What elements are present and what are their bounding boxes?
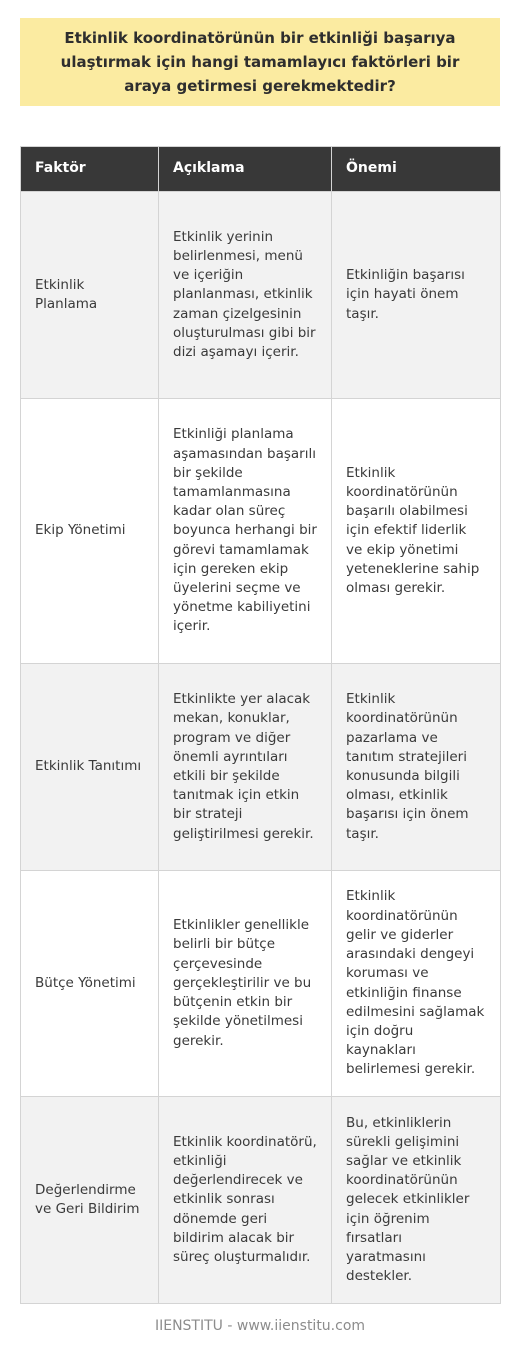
description-cell: Etkinlik koordinatörü, etkinliği değerlendirecek ve etkinlik sonrası dönemde geri bildirim alacak bir süreç oluşturmalıdır.	[159, 1097, 332, 1304]
factor-cell: Etkinlik Planlama	[21, 192, 159, 399]
header-importance: Önemi	[332, 147, 501, 192]
description-cell: Etkinliği planlama aşamasından başarılı bir şekilde tamamlanmasına kadar olan süreç boyunca herhangi bir görevi tamamlamak için gereken ekip üyelerini seçme ve yönetme kabiliyetini içerir.	[159, 399, 332, 664]
importance-cell: Bu, etkinliklerin sürekli gelişimini sağlar ve etkinlik koordinatörünün gelecek etkinlikler için öğrenim fırsatları yaratmasını destekler.	[332, 1097, 501, 1304]
factor-cell: Bütçe Yönetimi	[21, 871, 159, 1097]
table-row	[21, 399, 501, 664]
question-title: Etkinlik koordinatörünün bir etkinliği başarıya ulaştırmak için hangi tamamlayıcı faktörleri bir araya getirmesi gerekmektedir?	[60, 29, 460, 95]
footer-credit: IIENSTITU - www.iienstitu.com	[154, 1318, 366, 1334]
importance-cell: Etkinliğin başarısı için hayati önem taşır.	[332, 192, 501, 399]
description-cell: Etkinlikte yer alacak mekan, konuklar, program ve diğer önemli ayrıntıları etkili bir şekilde tanıtmak için etkin bir strateji geliştirilmesi gerekir.	[159, 664, 332, 871]
factor-cell: Değerlendirme ve Geri Bildirim	[21, 1097, 159, 1304]
description-cell: Etkinlik yerinin belirlenmesi, menü ve içeriğin planlanması, etkinlik zaman çizelgesinin oluşturulması gibi bir dizi aşamayı içerir.	[159, 192, 332, 399]
importance-cell: Etkinlik koordinatörünün gelir ve giderler arasındaki dengeyi koruması ve etkinliğin finanse edilmesini sağlamak için doğru kaynakları belirlemesi gerekir.	[332, 871, 501, 1097]
question-banner	[20, 18, 500, 106]
description-cell: Etkinlikler genellikle belirli bir bütçe çerçevesinde gerçekleştirilir ve bu bütçenin etkin bir şekilde yönetilmesi gerekir.	[159, 871, 332, 1097]
table-row	[21, 192, 501, 399]
header-factor: Faktör	[21, 147, 159, 192]
table-header-row	[21, 147, 501, 192]
importance-cell: Etkinlik koordinatörünün pazarlama ve tanıtım stratejileri konusunda bilgili olması, etkinlik başarısı için önem taşır.	[332, 664, 501, 871]
factor-cell: Etkinlik Tanıtımı	[21, 664, 159, 871]
factors-table	[20, 146, 501, 1304]
header-description: Açıklama	[159, 147, 332, 192]
table-row	[21, 871, 501, 1097]
importance-cell: Etkinlik koordinatörünün başarılı olabilmesi için efektif liderlik ve ekip yönetimi yeteneklerine sahip olması gerekir.	[332, 399, 501, 664]
table-row	[21, 664, 501, 871]
factor-cell: Ekip Yönetimi	[21, 399, 159, 664]
table-row	[21, 1097, 501, 1304]
